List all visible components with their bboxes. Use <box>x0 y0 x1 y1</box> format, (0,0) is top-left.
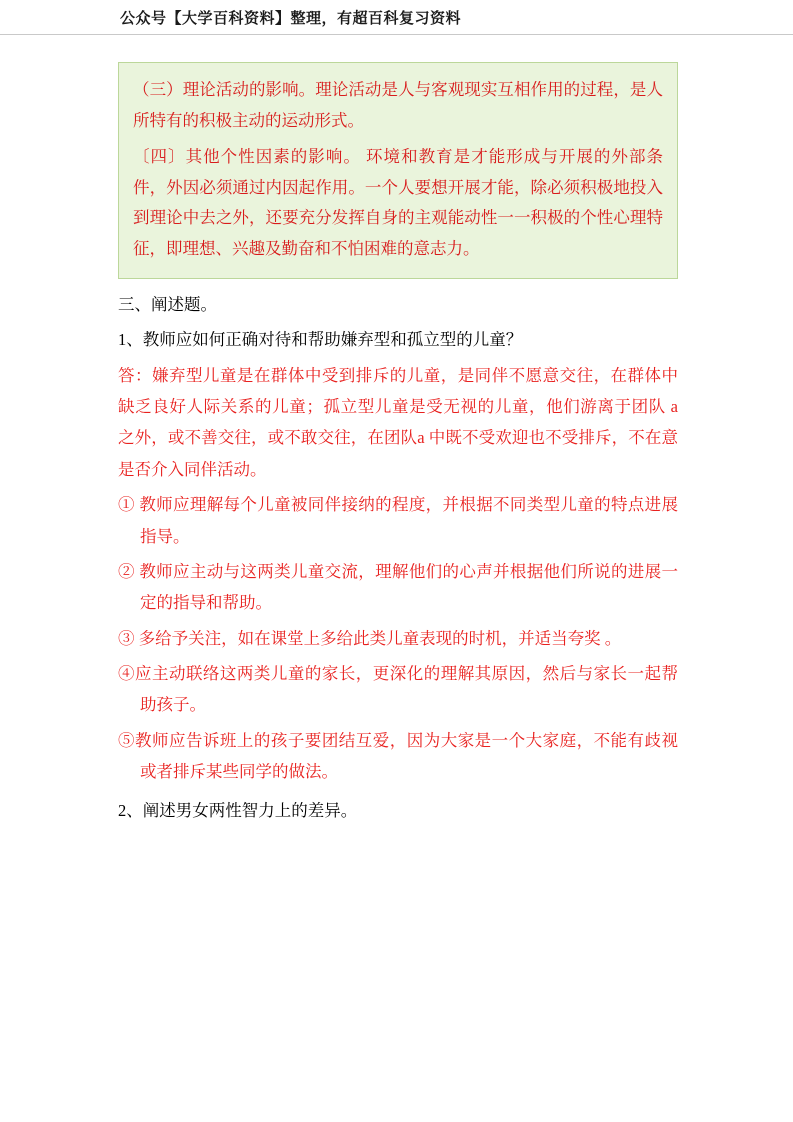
section-heading: 三、阐述题。 <box>118 295 217 315</box>
page-header <box>0 0 793 34</box>
answer-point-2: ② 教师应主动与这两类儿童交流，理解他们的心声并根据他们所说的进展一定的指导和帮助。 <box>118 561 678 613</box>
answer-1-intro: 答：嫌弃型儿童是在群体中受到排斥的儿童，是同伴不愿意交往，在群体中缺乏良好人际关系的儿童；孤立型儿童是受无视的儿童，他们游离于团队 a 之外，或不善交往，或不敢交往，在团队a 中既不受欢迎也不受排斥，不在意是否介入同伴活动。 <box>118 365 678 479</box>
header-watermark-text: 公众号【大学百科资料】整理，有超百科复习资料 <box>120 10 462 27</box>
answer-point-3: ③ 多给予关注，如在课堂上多给此类儿童表现的时机，并适当夸奖 。 <box>118 628 622 648</box>
highlight-paragraph-2: 〔四〕其他个性因素的影响。 环境和教育是才能形成与开展的外部条件，外因必须通过内因起作用。一个人要想开展才能，除必须积极地投入到理论中去之外，还要充分发挥自身的主观能动性一一积极的个性心理特征，即理想、兴趣及勤奋和不怕困难的意志力。 <box>133 147 663 258</box>
question-1: 1、教师应如何正确对待和帮助嫌弃型和孤立型的儿童？ <box>118 330 523 350</box>
header-divider <box>0 34 793 35</box>
answer-point-5: ⑤教师应告诉班上的孩子要团结互爱，因为大家是一个大家庭，不能有歧视或者排斥某些同学的做法。 <box>118 730 678 781</box>
highlighted-answer-box <box>118 62 678 279</box>
document-content <box>118 62 678 831</box>
answer-point-1: ① 教师应理解每个儿童被同伴接纳的程度，并根据不同类型儿童的特点进展指导。 <box>118 495 678 546</box>
question-2: 2、阐述男女两性智力上的差异。 <box>118 801 358 821</box>
answer-point-4: ④应主动联络这两类儿童的家长，更深化的理解其原因，然后与家长一起帮助孩子。 <box>118 663 678 715</box>
highlight-paragraph-1: （三）理论活动的影响。理论活动是人与客观现实互相作用的过程，是人所特有的积极主动的运动形式。 <box>133 80 663 130</box>
